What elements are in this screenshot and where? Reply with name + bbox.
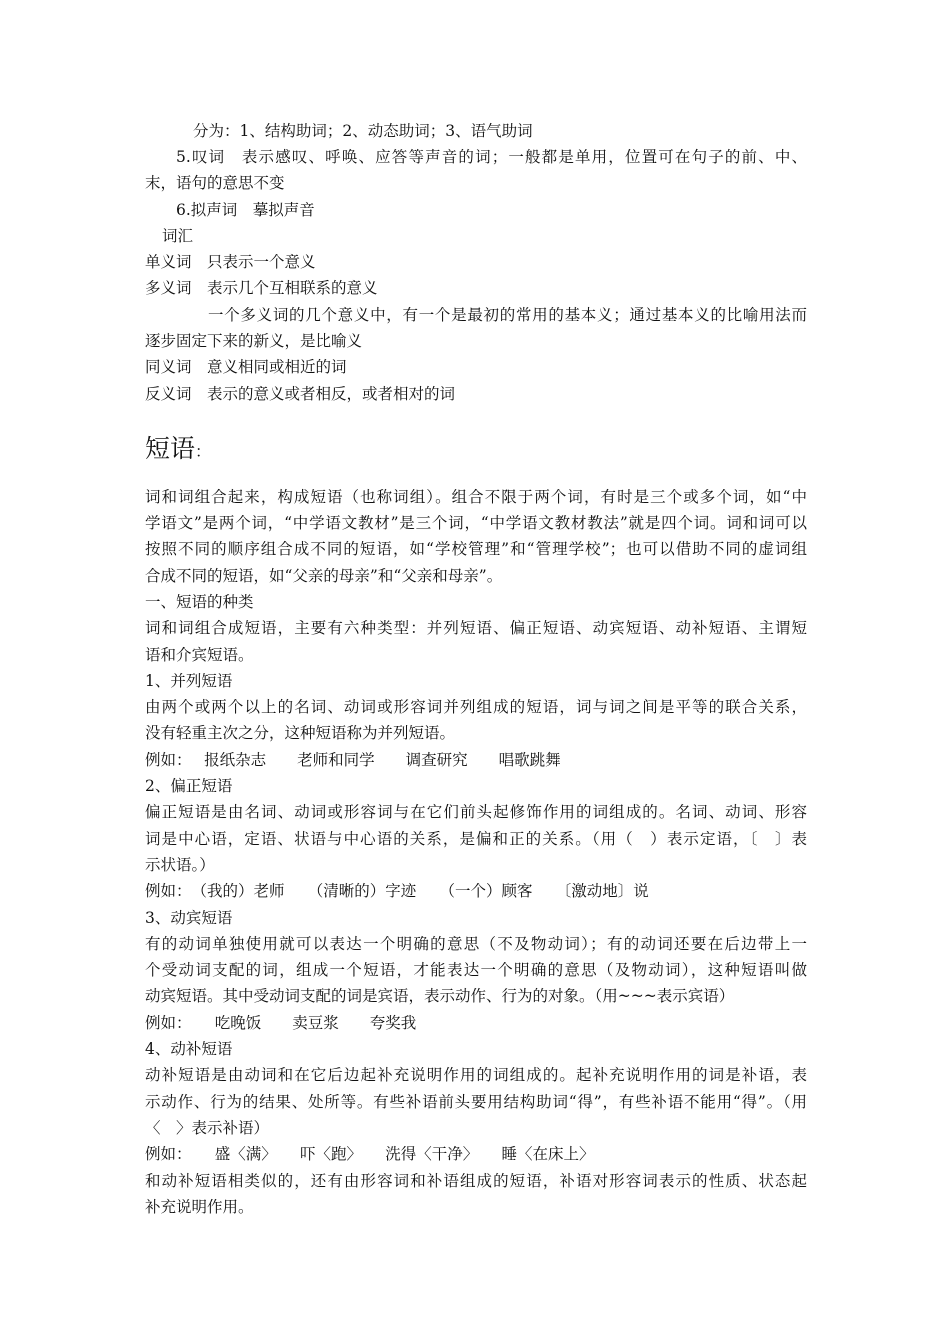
text-line: 合成不同的短语，如“父亲的母亲”和“父亲和母亲”。 [145, 567, 503, 585]
section-label: 词汇 [162, 227, 194, 245]
heading-text: 短语 [145, 434, 196, 463]
text-line: 单义词 只表示一个意义 [145, 253, 316, 271]
text-line: 动宾短语。其中受动词支配的词是宾语，表示动作、行为的对象。（用~~~表示宾语） [145, 987, 735, 1005]
text-line: 5.叹词 表示感叹、呼唤、应答等声音的词；一般都是单用，位置可在句子的前、中、 [176, 148, 807, 166]
text-line: 有的动词单独使用就可以表达一个明确的意思（不及物动词）；有的动词还要在后边带上一 [145, 935, 807, 953]
text-line: 末，语句的意思不变 [145, 174, 285, 192]
text-line: 由两个或两个以上的名词、动词或形容词并列组成的短语，词与词之间是平等的联合关系， [145, 698, 807, 716]
text-line: 词和词组合成短语，主要有六种类型：并列短语、偏正短语、动宾短语、动补短语、主谓短 [145, 619, 807, 637]
text-line: 动补短语是由动词和在它后边起补充说明作用的词组成的。起补充说明作用的词是补语，表 [145, 1066, 807, 1084]
text-line: 分为：1、结构助词；2、动态助词；3、语气助词 [193, 122, 533, 140]
text-line: 一个多义词的几个意义中，有一个是最初的常用的基本义；通过基本义的比喻用法而 [208, 306, 807, 324]
text-line: 逐步固定下来的新义，是比喻义 [145, 332, 363, 350]
text-line: 词是中心语，定语、状语与中心语的关系，是偏和正的关系。（用（ ）表示定语，〔 〕表 [145, 830, 807, 848]
text-line: 词和词组合起来，构成短语（也称词组）。组合不限于两个词，有时是三个或多个词，如“中 [145, 488, 807, 506]
text-line: 学语文”是两个词，“中学语文教材”是三个词，“中学语文教材教法”就是四个词。词和词可以 [145, 514, 807, 532]
text-line: 偏正短语是由名词、动词或形容词与在它们前头起修饰作用的词组成的。名词、动词、形容 [145, 803, 807, 821]
section-heading [145, 432, 211, 469]
text-line: 语和介宾短语。 [145, 646, 254, 664]
section-label: 1、并列短语 [145, 672, 233, 690]
text-line: 示状语。） [145, 856, 215, 874]
text-line: 同义词 意义相同或相近的词 [145, 358, 347, 376]
heading-colon: ： [195, 442, 212, 461]
text-line: 〈 〉表示补语） [145, 1119, 270, 1137]
section-label: 一、短语的种类 [145, 593, 254, 611]
section-label: 2、偏正短语 [145, 777, 233, 795]
section-label: 3、动宾短语 [145, 909, 233, 927]
example-line: 例如： 盛〈满〉 吓〈跑〉 洗得〈干净〉 睡〈在床上〉 [145, 1145, 595, 1163]
text-line: 和动补短语相类似的，还有由形容词和补语组成的短语，补语对形容词表示的性质、状态起 [145, 1172, 807, 1190]
example-line: 例如： 吃晚饭 卖豆浆 夸奖我 [145, 1014, 417, 1032]
text-line: 补充说明作用。 [145, 1198, 254, 1216]
text-line: 按照不同的顺序组合成不同的短语，如“学校管理”和“管理学校”；也可以借助不同的虚词组 [145, 540, 807, 558]
example-line: 例如： （我的）老师 （清晰的）字迹 （一个）顾客 〔激动地〕说 [145, 882, 649, 900]
section-label: 4、动补短语 [145, 1040, 233, 1058]
text-line: 示动作、行为的结果、处所等。有些补语前头要用结构助词“得”，有些补语不能用“得”。（用 [145, 1093, 807, 1111]
example-line: 例如： 报纸杂志 老师和同学 调查研究 唱歌跳舞 [145, 751, 561, 769]
text-line: 反义词 表示的意义或者相反，或者相对的词 [145, 385, 456, 403]
text-line: 多义词 表示几个互相联系的意义 [145, 279, 378, 297]
text-line: 个受动词支配的词，组成一个短语，才能表达一个明确的意思（及物动词），这种短语叫做 [145, 961, 807, 979]
text-line: 6.拟声词 摹拟声音 [176, 201, 315, 219]
text-line: 没有轻重主次之分，这种短语称为并列短语。 [145, 724, 456, 742]
